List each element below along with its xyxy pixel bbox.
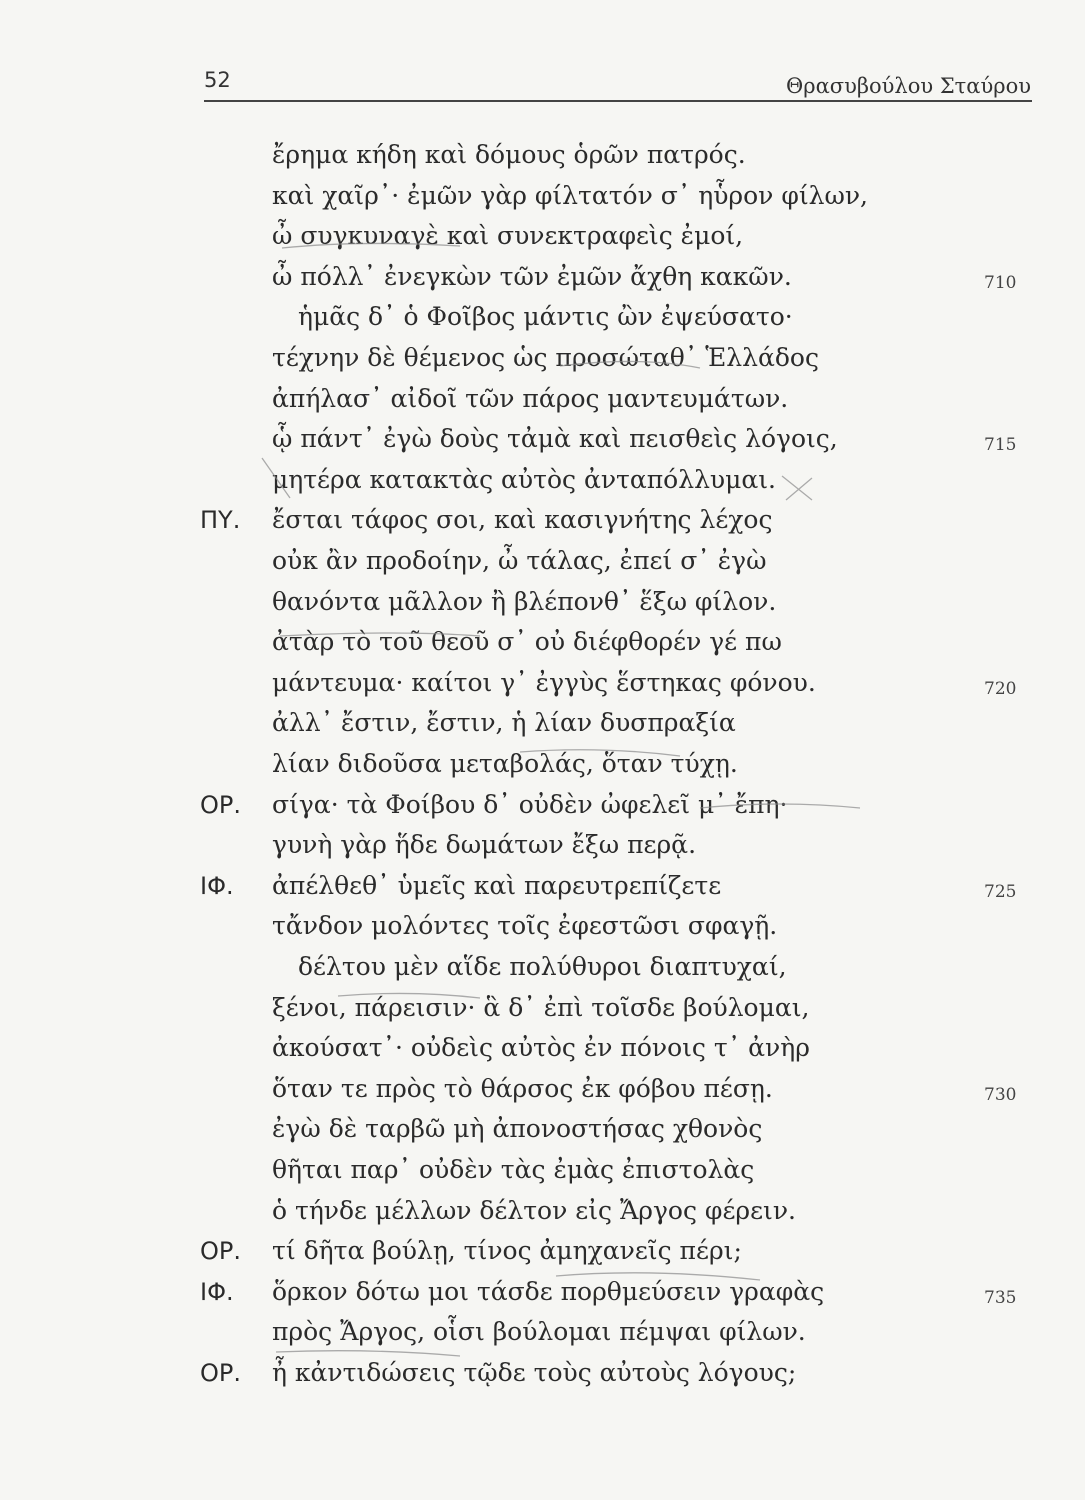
line-number: 715	[984, 435, 1017, 456]
verse-line	[0, 500, 1085, 540]
verse-line	[0, 1069, 1085, 1109]
verse-text: λίαν διδοῦσα μεταβολάς, ὅταν τύχῃ.	[272, 749, 738, 778]
verse-line	[0, 582, 1085, 622]
verse-text: ἀλλ᾽ ἔστιν, ἔστιν, ἡ λίαν δυσπραξία	[272, 708, 736, 738]
verse-text: ὦ πόλλ᾽ ἐνεγκὼν τῶν ἐμῶν ἄχθη κακῶν.	[272, 261, 792, 291]
verse-text: ᾧ πάντ᾽ ἐγὼ δοὺς τἀμὰ καὶ πεισθεὶς λόγοις,	[272, 424, 838, 454]
verse-text: ἡμᾶς δ᾽ ὁ Φοῖβος μάντις ὢν ἐψεύσατο·	[298, 302, 793, 332]
verse-text: δέλτου μὲν αἵδε πολύθυροι διαπτυχαί,	[298, 952, 787, 981]
verse-line	[0, 135, 1085, 175]
verse-text: σίγα· τὰ Φοίβου δ᾽ οὐδὲν ὠφελεῖ μ᾽ ἔπη·	[272, 789, 788, 819]
page-number: 52	[204, 68, 231, 92]
verse-line	[0, 297, 1085, 337]
verse-text: ἀπέλθεθ᾽ ὑμεῖς καὶ παρευτρεπίζετε	[272, 870, 722, 900]
verse-line	[0, 1353, 1085, 1393]
verse-line	[0, 744, 1085, 784]
verse-text: τἄνδον μολόντες τοῖς ἐφεστῶσι σφαγῇ.	[272, 911, 778, 941]
line-number: 735	[984, 1287, 1017, 1308]
verse-line	[0, 785, 1085, 825]
line-number: 720	[984, 678, 1017, 699]
header-rule	[204, 100, 1032, 102]
speaker-label: ΟΡ.	[200, 790, 241, 819]
verse-text: τί δῆτα βούλῃ, τίνος ἀμηχανεῖς πέρι;	[272, 1236, 742, 1266]
verse-line	[0, 1312, 1085, 1352]
verse-text: οὐκ ἂν προδοίην, ὦ τάλας, ἐπεί σ᾽ ἐγὼ	[272, 546, 767, 575]
verse-line	[0, 216, 1085, 256]
verse-text: πρὸς Ἄργος, οἷσι βούλομαι πέμψαι φίλων.	[272, 1317, 806, 1347]
verse-text: θανόντα μᾶλλον ἢ βλέπονθ᾽ ἕξω φίλον.	[272, 586, 777, 616]
verse-line	[0, 988, 1085, 1028]
verse-text: θῆται παρ᾽ οὐδὲν τὰς ἐμὰς ἐπιστολὰς	[272, 1155, 755, 1184]
verse-line	[0, 379, 1085, 419]
verse-text: ἔσται τάφος σοι, καὶ κασιγνήτης λέχος	[272, 505, 773, 535]
verse-line	[0, 1231, 1085, 1271]
verse-line	[0, 1109, 1085, 1149]
verse-line	[0, 622, 1085, 662]
verse-text: ὅταν τε πρὸς τὸ θάρσος ἐκ φόβου πέσῃ.	[272, 1073, 773, 1103]
verse-text: ἔρημα κήδη καὶ δόμους ὁρῶν πατρός.	[272, 140, 746, 169]
verse-line	[0, 419, 1085, 459]
line-number: 710	[984, 272, 1017, 293]
verse-line	[0, 663, 1085, 703]
line-number: 730	[984, 1084, 1017, 1105]
verse-line	[0, 176, 1085, 216]
verse-text: ξένοι, πάρεισιν· ἃ δ᾽ ἐπὶ τοῖσδε βούλομαι,	[272, 992, 810, 1022]
speaker-label: ΙΦ.	[200, 871, 234, 900]
verse-text: ἀπήλασ᾽ αἰδοῖ τῶν πάρος μαντευμάτων.	[272, 383, 789, 413]
running-header-title: Θρασυβούλου Σταύρου	[786, 74, 1031, 98]
verse-line	[0, 460, 1085, 500]
verse-text: μητέρα κατακτὰς αὐτὸς ἀνταπόλλυμαι.	[272, 464, 776, 494]
verse-text: ὅρκον δότω μοι τάσδε πορθμεύσειν γραφὰς	[272, 1276, 825, 1306]
verse-text: ἐγὼ δὲ ταρβῶ μὴ ἀπονοστήσας χθονὸς	[272, 1114, 763, 1144]
verse-line	[0, 1150, 1085, 1190]
verse-line	[0, 703, 1085, 743]
verse-line	[0, 947, 1085, 987]
verse-line	[0, 257, 1085, 297]
verse-line	[0, 866, 1085, 906]
verse-text: ἦ κἀντιδώσεις τῷδε τοὺς αὐτοὺς λόγους;	[272, 1358, 797, 1387]
verse-line	[0, 1272, 1085, 1312]
verse-text: ἀκούσατ᾽· οὐδεὶς αὐτὸς ἐν πόνοις τ᾽ ἀνὴρ	[272, 1033, 810, 1063]
verse-line	[0, 1191, 1085, 1231]
verse-text: τέχνην δὲ θέμενος ὡς προσώταθ᾽ Ἑλλάδος	[272, 343, 819, 372]
verse-text: ἀτὰρ τὸ τοῦ θεοῦ σ᾽ οὐ διέφθορέν γέ πω	[272, 627, 782, 657]
verse-line	[0, 541, 1085, 581]
verse-text: ὁ τήνδε μέλλων δέλτον εἰς Ἄργος φέρειν.	[272, 1195, 796, 1225]
verse-line	[0, 1028, 1085, 1068]
speaker-label: ΟΡ.	[200, 1237, 241, 1266]
speaker-label: ΠΥ.	[200, 506, 241, 535]
verse-text: ὦ συγκυναγὲ καὶ συνεκτραφεὶς ἐμοί,	[272, 221, 744, 251]
speaker-label: ΙΦ.	[200, 1277, 234, 1306]
speaker-label: ΟΡ.	[200, 1359, 241, 1387]
verse-text: μάντευμα· καίτοι γ᾽ ἐγγὺς ἕστηκας φόνου.	[272, 667, 816, 697]
verse-line	[0, 338, 1085, 378]
line-number: 725	[984, 881, 1017, 902]
verse-text: γυνὴ γὰρ ἥδε δωμάτων ἔξω περᾷ.	[272, 830, 697, 860]
verse-text: καὶ χαῖρ᾽· ἐμῶν γὰρ φίλτατόν σ᾽ ηὗρον φίλων,	[272, 180, 868, 210]
verse-line	[0, 906, 1085, 946]
verse-line	[0, 825, 1085, 865]
